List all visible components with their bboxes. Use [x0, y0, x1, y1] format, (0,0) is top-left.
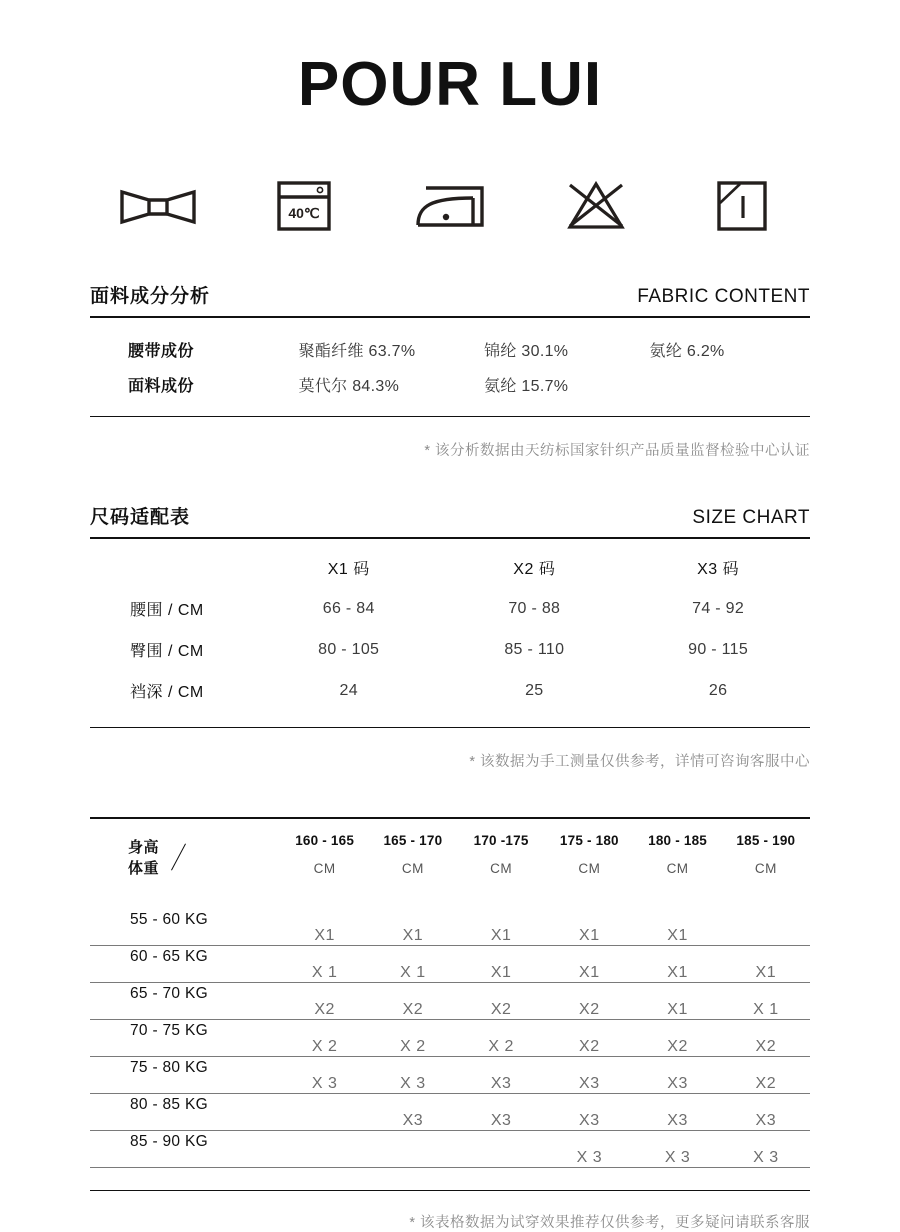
fit-matrix-bottom-divider [90, 1190, 810, 1191]
table-row [90, 1131, 810, 1167]
fit-matrix-cell: X2 [755, 1038, 777, 1056]
fabric-header-divider [90, 316, 810, 318]
diagonal-slash-icon [171, 844, 186, 871]
size-chart-cell: 90 - 115 [688, 640, 749, 658]
fit-matrix-height-range: 160 - 165 [295, 833, 355, 849]
fit-matrix-row-label: 65 - 70 KG [130, 985, 208, 1003]
fit-matrix-body [90, 891, 810, 1168]
row-separator [90, 1167, 810, 1168]
fit-matrix-cell [281, 1094, 369, 1130]
page-title: POUR LUI [297, 50, 603, 119]
table-row [90, 367, 810, 402]
fit-matrix-cell: X 3 [311, 1075, 338, 1093]
fit-matrix-column-header [545, 829, 633, 891]
table-row [90, 670, 810, 711]
fit-matrix-row-label: 80 - 85 KG [130, 1096, 208, 1114]
fit-matrix-cell [722, 909, 810, 945]
fabric-cell: 锦纶 30.1% [484, 343, 569, 361]
fit-matrix-cell: X2 [490, 1001, 512, 1019]
fit-matrix-cell: X 3 [753, 1149, 779, 1167]
fit-matrix-section [90, 817, 810, 1232]
fit-matrix-cell: X3 [490, 1075, 512, 1093]
fit-matrix-unit-label: CM [401, 861, 424, 877]
fit-matrix-cell: X3 [755, 1112, 777, 1130]
fit-matrix-height-range: 180 - 185 [648, 833, 707, 849]
fabric-section-header [90, 281, 810, 316]
size-chart-column-header: X2 码 [513, 561, 556, 579]
fit-matrix-row-label: 85 - 90 KG [130, 1133, 208, 1151]
table-row [90, 332, 810, 367]
fabric-note: * 该分析数据由天纺标国家针织产品质量监督检验中心认证 [424, 443, 810, 460]
fit-matrix-cell: X2 [579, 1038, 600, 1056]
machine-wash-40-icon [264, 175, 344, 237]
fit-matrix-cell: X2 [402, 1001, 424, 1019]
fit-matrix-cell: X 2 [311, 1038, 338, 1056]
care-symbol-row [118, 175, 782, 237]
size-chart-cell: 70 - 88 [508, 599, 561, 617]
fit-matrix-cell: X 1 [753, 1001, 779, 1019]
fit-matrix-cell: X1 [667, 927, 688, 945]
size-chart-row-label: 臀围 / CM [130, 643, 204, 661]
fit-matrix-unit-label: CM [490, 861, 513, 877]
fabric-content-section [90, 281, 810, 460]
fit-matrix-cell: X1 [314, 927, 335, 945]
fit-matrix-note: * 该表格数据为试穿效果推荐仅供参考，更多疑问请联系客服 [409, 1215, 810, 1232]
fit-recommendation-table [90, 829, 810, 1168]
size-chart-column-header-row [90, 547, 810, 588]
size-chart-title-en: SIZE CHART [692, 507, 810, 529]
table-row [90, 983, 810, 1019]
fabric-cell: 莫代尔 84.3% [298, 378, 400, 396]
fabric-bottom-divider [90, 416, 810, 417]
fit-matrix-cell: X 3 [576, 1149, 603, 1167]
do-not-bleach-icon [556, 175, 636, 237]
fit-matrix-height-range: 175 - 180 [559, 833, 619, 849]
fabric-content-table [90, 332, 810, 402]
fit-matrix-column-header [633, 829, 721, 891]
line-dry-in-shade-icon [702, 175, 782, 237]
fit-matrix-cell: X1 [579, 964, 600, 982]
fit-matrix-column-header [369, 829, 457, 891]
fit-matrix-cell: X1 [579, 927, 600, 945]
fabric-cell [650, 367, 810, 402]
fit-matrix-cell: X1 [402, 927, 424, 945]
fit-matrix-cell [457, 1131, 545, 1167]
fabric-title-en: FABRIC CONTENT [637, 286, 810, 308]
fit-matrix-top-divider [90, 817, 810, 819]
fit-matrix-cell: X1 [755, 964, 777, 982]
fit-matrix-unit-label: CM [313, 861, 336, 877]
fit-matrix-cell: X3 [402, 1112, 424, 1130]
fit-matrix-column-header [722, 829, 810, 891]
fit-matrix-cell: X 3 [400, 1075, 426, 1093]
fit-matrix-cell: X2 [579, 1001, 600, 1019]
fit-matrix-row-label: 75 - 80 KG [130, 1059, 208, 1077]
fit-matrix-corner-cell [90, 829, 281, 891]
fit-matrix-row-label: 60 - 65 KG [130, 948, 208, 966]
fabric-cell: 氨纶 6.2% [649, 343, 725, 361]
size-chart-bottom-divider [90, 727, 810, 728]
table-row [90, 946, 810, 982]
table-row [90, 629, 810, 670]
fit-matrix-row-label: 70 - 75 KG [130, 1022, 208, 1040]
fit-matrix-cell: X 1 [400, 964, 426, 982]
fit-matrix-cell: X3 [579, 1112, 600, 1130]
size-chart-cell: 26 [708, 681, 728, 699]
size-chart-column-header: X1 码 [327, 561, 370, 579]
fabric-row-label: 腰带成份 [128, 343, 195, 361]
fit-matrix-corner-height-label: 身高 [128, 839, 160, 857]
fit-matrix-header-row [90, 829, 810, 891]
size-chart-cell: 74 - 92 [692, 599, 745, 617]
fit-matrix-unit-label: CM [666, 861, 689, 877]
fit-matrix-cell: X 2 [400, 1038, 426, 1056]
fit-matrix-unit-label: CM [754, 861, 777, 877]
fit-matrix-cell: X1 [490, 927, 512, 945]
table-row [90, 909, 810, 945]
fabric-cell: 聚酯纤维 63.7% [298, 343, 416, 361]
fit-matrix-cell: X3 [579, 1075, 600, 1093]
fit-matrix-column-header [281, 829, 369, 891]
fit-matrix-cell: X 2 [488, 1038, 514, 1056]
fit-matrix-cell: X2 [314, 1001, 335, 1019]
table-row [90, 1057, 810, 1093]
size-chart-cell: 66 - 84 [322, 599, 375, 617]
size-chart-cell: 25 [525, 681, 544, 699]
size-chart-corner-cell [90, 547, 255, 588]
fit-matrix-height-range: 170 -175 [473, 833, 529, 849]
fit-matrix-cell: X1 [667, 1001, 688, 1019]
fit-matrix-cell [281, 1131, 369, 1167]
size-chart-row-label: 裆深 / CM [130, 684, 204, 702]
fit-matrix-header-gap [90, 891, 810, 909]
size-chart-title-cn: 尺码适配表 [90, 507, 191, 529]
size-chart-header [90, 502, 810, 537]
fit-matrix-corner-weight-label: 体重 [128, 860, 160, 878]
size-chart-column-header: X3 码 [697, 561, 740, 579]
table-row [90, 1020, 810, 1056]
fit-matrix-cell [369, 1131, 457, 1167]
wash-temperature-label: 40℃ [288, 205, 320, 222]
table-row [90, 588, 810, 629]
size-chart-cell: 24 [339, 681, 358, 699]
do-not-wring-icon [118, 175, 198, 237]
fabric-cell: 氨纶 15.7% [484, 378, 569, 396]
fit-matrix-cell: X3 [667, 1112, 688, 1130]
fit-matrix-height-range: 185 - 190 [736, 833, 796, 849]
fabric-row-label: 面料成份 [128, 378, 195, 396]
fit-matrix-row-label: 55 - 60 KG [130, 911, 208, 929]
size-chart-row-label: 腰围 / CM [130, 602, 204, 620]
fit-matrix-height-range: 165 - 170 [383, 833, 443, 849]
size-chart-cell: 85 - 110 [504, 640, 565, 658]
size-chart-header-divider [90, 537, 810, 539]
size-chart-note: * 该数据为手工测量仅供参考，详情可咨询客服中心 [469, 754, 810, 771]
size-chart-table [90, 547, 810, 711]
fit-matrix-cell: X3 [490, 1112, 512, 1130]
size-chart-cell: 80 - 105 [318, 640, 380, 658]
fit-matrix-cell: X 3 [664, 1149, 691, 1167]
fit-matrix-cell: X 1 [311, 964, 338, 982]
fit-matrix-cell: X3 [667, 1075, 688, 1093]
fit-matrix-cell: X2 [667, 1038, 688, 1056]
fit-matrix-column-header [457, 829, 545, 891]
fit-matrix-cell: X1 [667, 964, 688, 982]
fit-matrix-unit-label: CM [578, 861, 601, 877]
table-row [90, 1094, 810, 1130]
fabric-title-cn: 面料成分分析 [90, 286, 211, 308]
fit-matrix-cell: X2 [755, 1075, 777, 1093]
fit-matrix-cell: X1 [490, 964, 512, 982]
iron-low-heat-icon [410, 175, 490, 237]
size-chart-section [90, 502, 810, 771]
